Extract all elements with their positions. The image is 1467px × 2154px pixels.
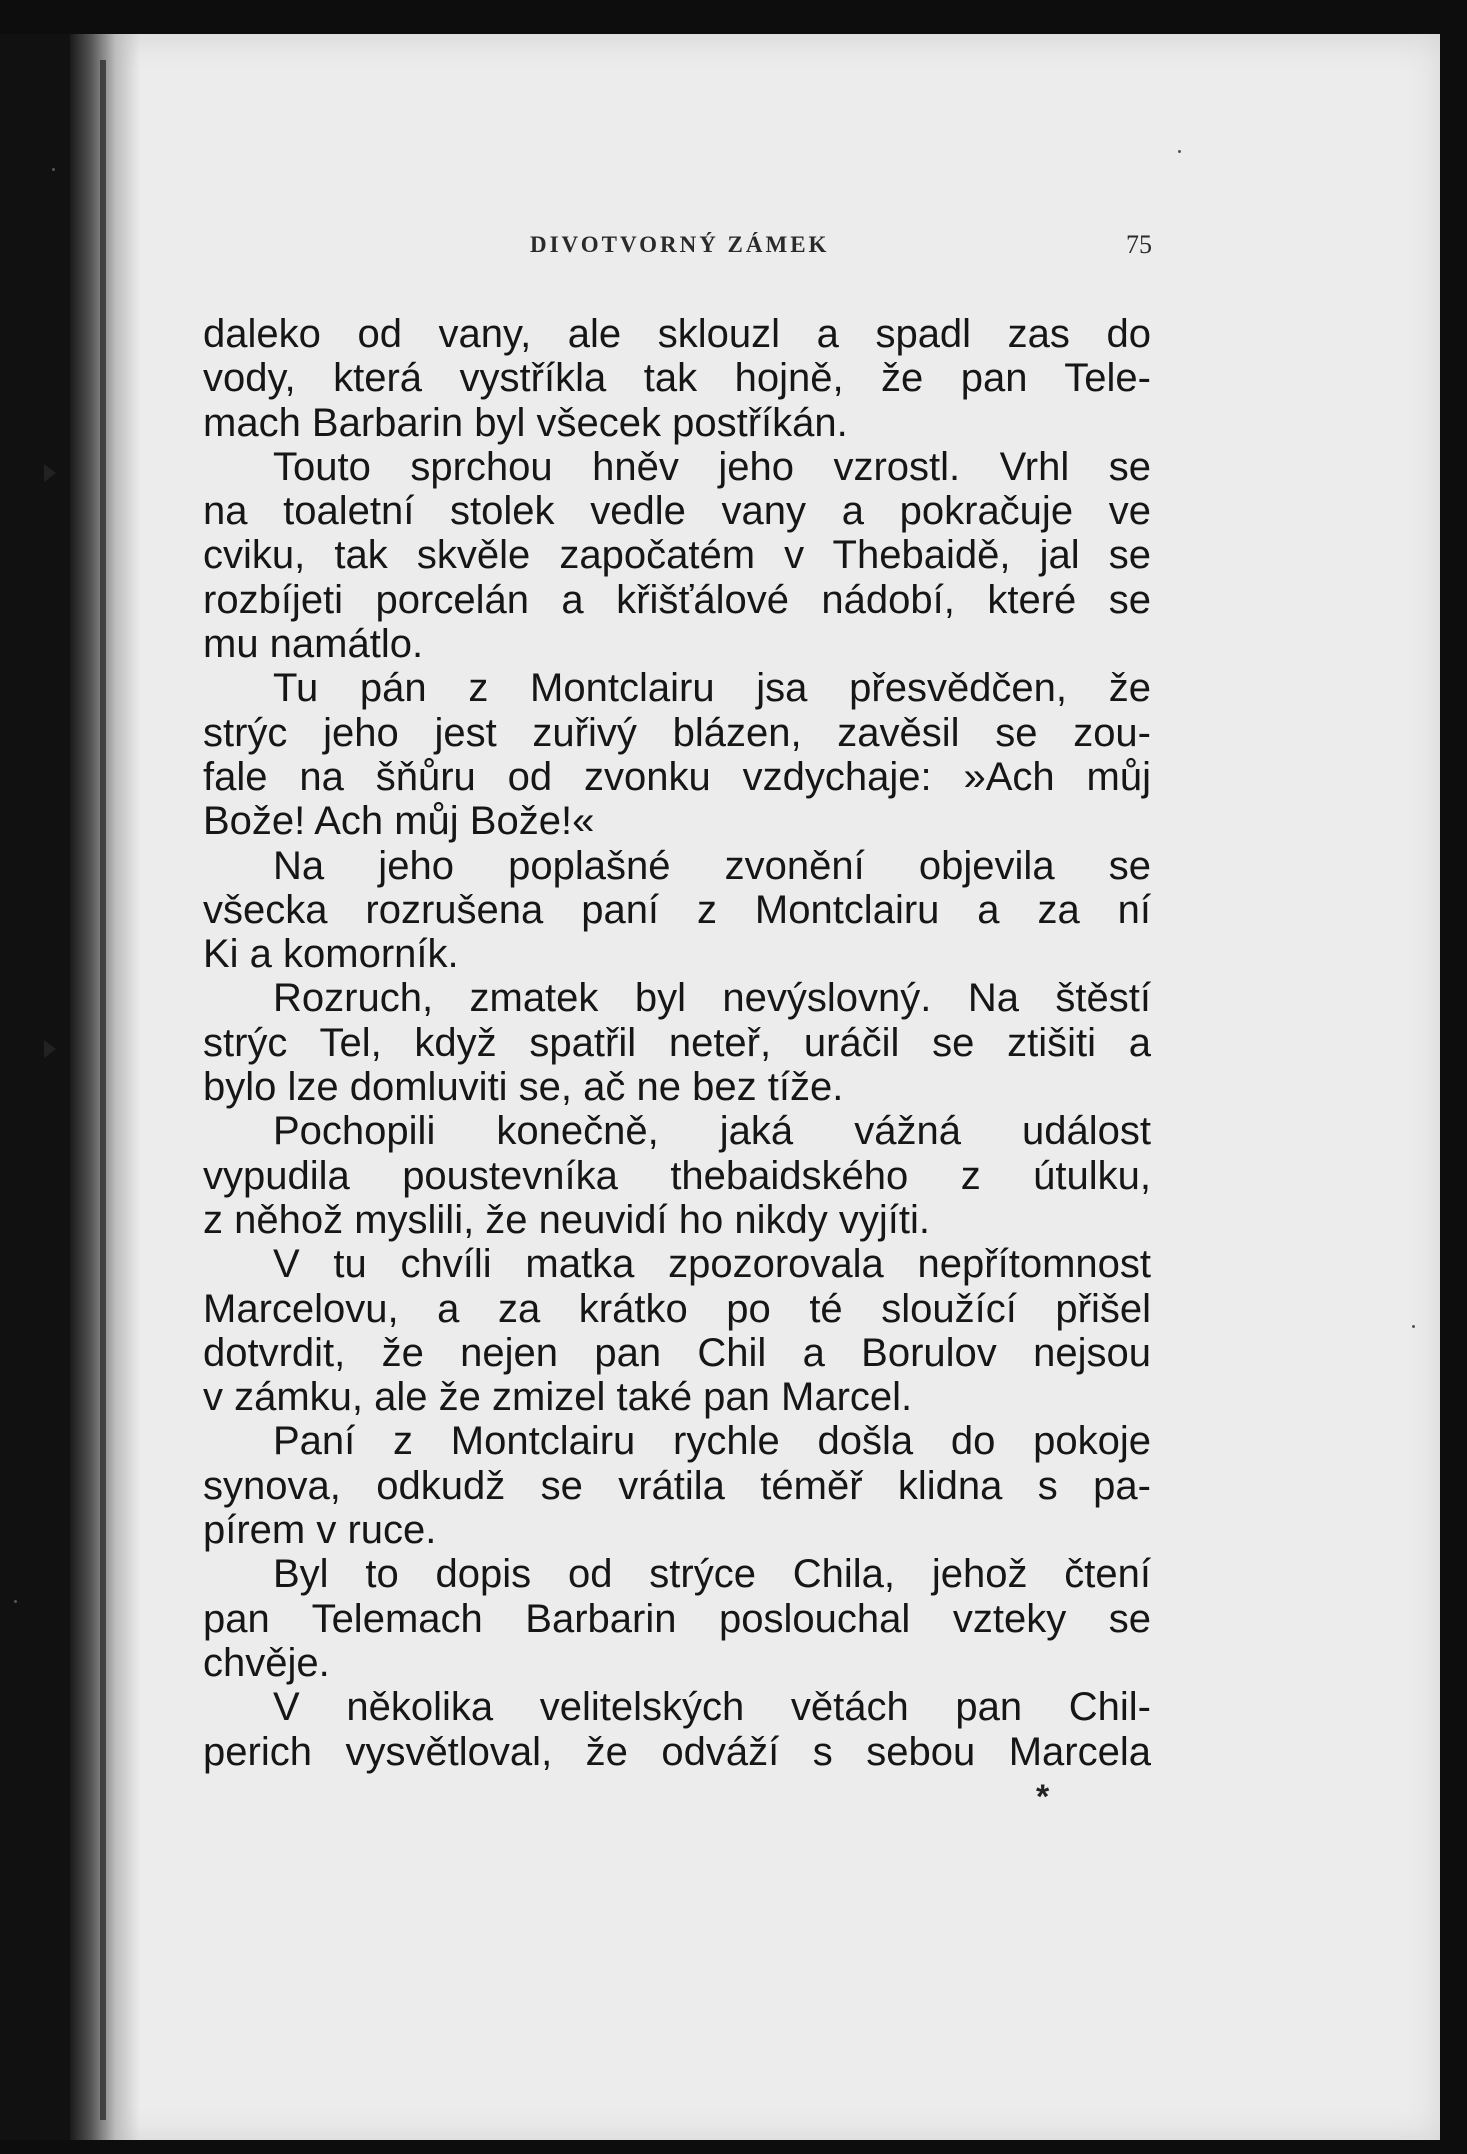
text-line: daleko od vany, ale sklouzl a spadl zas do [203,312,1151,356]
text-line: Touto sprchou hněv jeho vzrostl. Vrhl se [273,444,1151,489]
body-text [203,312,1151,1774]
text-line: Bože! Ach můj Bože!« [203,799,595,844]
text-line: pírem v ruce. [203,1508,437,1553]
text-line: Byl to dopis od strýce Chila, jehož čtení [273,1552,1151,1597]
text-line: V několika velitelských větách pan Chil- [273,1685,1151,1730]
text-line: strýc Tel, když spatřil neteř, uráčil se ztišiti a [203,1020,1151,1065]
scan-border-top [0,0,1467,34]
text-line: Marcelovu, a za krátko po té sloužící přišel [203,1286,1151,1331]
page-number: 75 [1126,230,1152,259]
text-line: mu namátlo. [203,622,424,667]
text-line: pan Telemach Barbarin poslouchal vzteky se [203,1596,1151,1641]
text-line: mach Barbarin byl všecek postříkán. [203,400,848,445]
text-line: perich vysvětloval, že odváží s sebou Marcela [203,1729,1151,1774]
text-line: dotvrdit, že nejen pan Chil a Borulov nejsou [203,1330,1151,1375]
running-head: DIVOTVORNÝ ZÁMEK [530,232,830,257]
text-line: V tu chvíli matka zpozorovala nepřítomnost [273,1242,1151,1287]
text-line: Na jeho poplašné zvonění objevila se [273,843,1151,888]
text-line: fale na šňůru od zvonku vzdychaje: »Ach můj [203,754,1151,799]
text-line: strýc jeho jest zuřivý blázen, zavěsil se zou- [203,710,1151,755]
text-line: v zámku, ale že zmizel také pan Marcel. [203,1375,913,1420]
text-line: rozbíjeti porcelán a křišťálové nádobí, které se [203,577,1151,622]
text-line: Ki a komorník. [203,932,459,977]
text-line: vody, která vystříkla tak hojně, že pan Tele- [203,356,1151,401]
dust-speck [1178,150,1181,153]
signature-mark: * [1036,1778,1050,1816]
text-line: na toaletní stolek vedle vany a pokračuje ve [203,489,1151,534]
margin-pointer-mark [44,1040,56,1058]
scan-border-right [1440,0,1467,2154]
text-line: chvěje. [203,1640,330,1685]
margin-pointer-mark [44,464,56,482]
text-line: synova, odkudž se vrátila téměř klidna s pa- [203,1463,1151,1508]
dust-speck [1412,1325,1415,1328]
text-line: všecka rozrušena paní z Montclairu a za ní [203,887,1151,932]
gutter-fold-line [100,60,106,2120]
scan-border-bottom [0,2140,1467,2154]
text-line: Rozruch, zmatek byl nevýslovný. Na štěstí [273,976,1151,1021]
dust-speck [14,1600,17,1603]
text-line: z něhož myslili, že neuvidí ho nikdy vyjíti. [203,1197,930,1242]
dust-speck [52,168,55,171]
text-line: Pochopili konečně, jaká vážná událost [273,1109,1151,1154]
text-line: cviku, tak skvěle započatém v Thebaidě, jal se [203,533,1151,578]
text-line: Paní z Montclairu rychle došla do pokoje [273,1419,1151,1464]
text-line: vypudila poustevníka thebaidského z útulku, [203,1153,1151,1198]
page-header [200,222,1152,262]
text-line: bylo lze domluviti se, ač ne bez tíže. [203,1065,844,1110]
text-line: Tu pán z Montclairu jsa přesvědčen, že [273,666,1151,711]
